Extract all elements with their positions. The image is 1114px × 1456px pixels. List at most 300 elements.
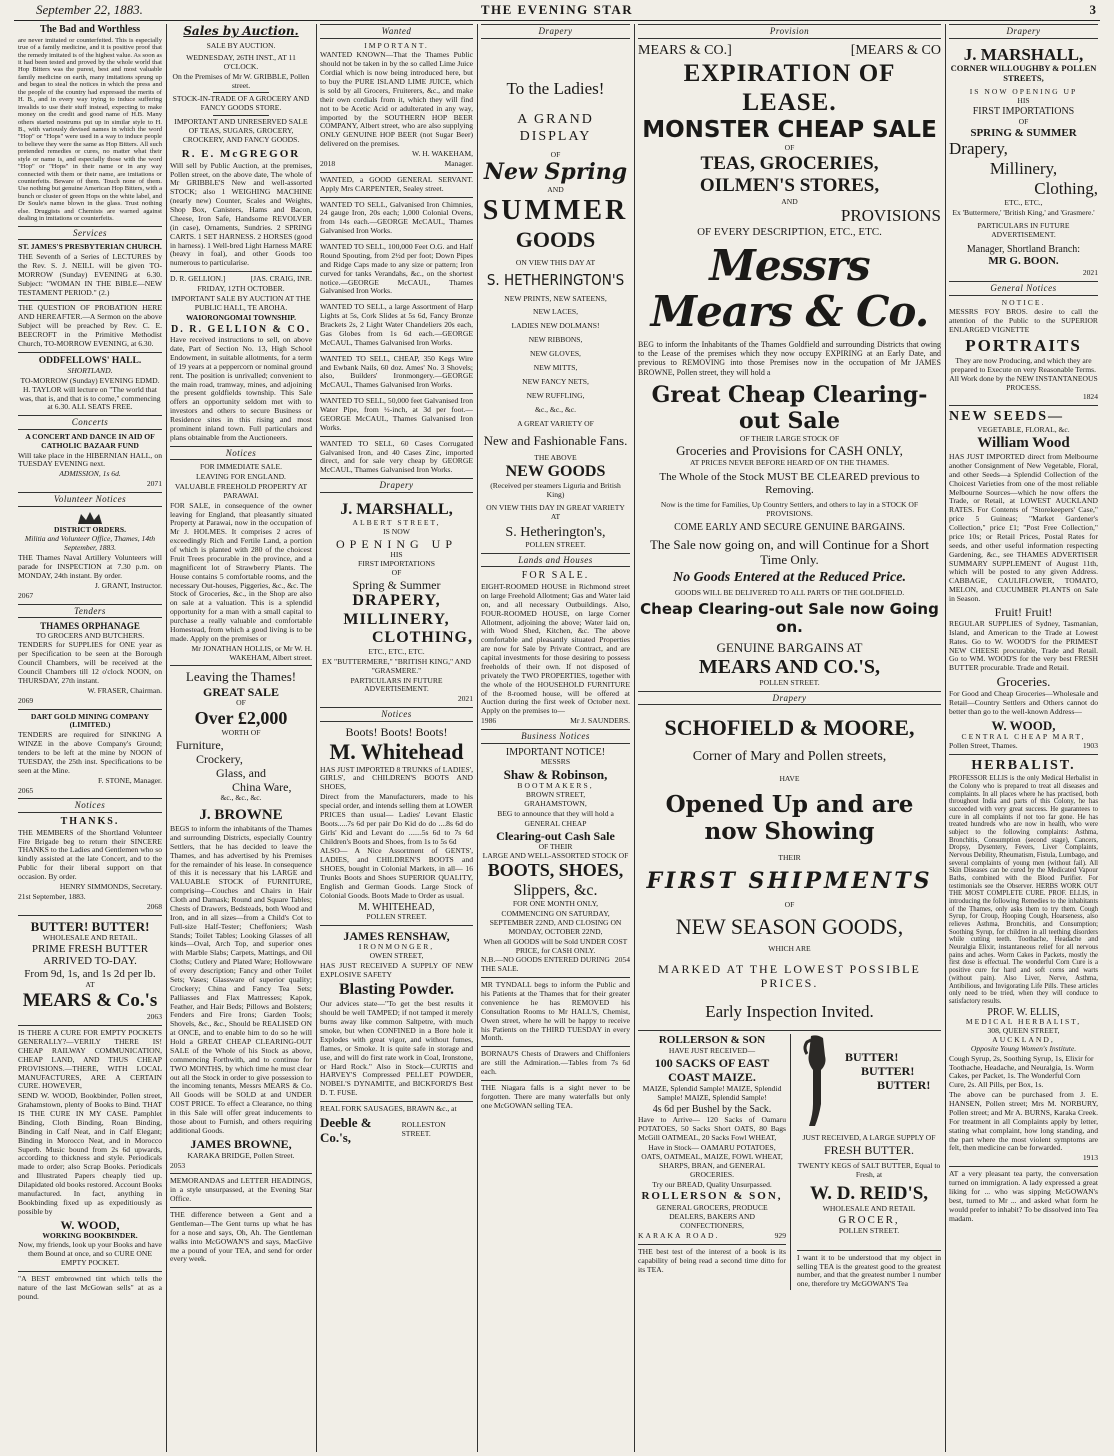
whitehead-sig: M. WHITEHEAD, — [358, 901, 435, 913]
section-drapery-4: Drapery — [481, 24, 630, 39]
church-body: THE Seventh of a Series of LECTURES by the Rev. S. J. NEILL will be given TO-MORROW (Sunday) EVENING at 6.30. Subject: "WOMAN IN THE BIBLE—NEW TESTAMENT PERIOD." (2.) — [18, 252, 162, 297]
freehold-body: FOR SALE, in consequence of the owner leaving for England, that pleasantly situated Property at Parawai, now in the occupation of Mr J. HOLMES. It comprises 2 acres of exceedingly Rich and Fertile Land, a portion of which is planted with 280 of the choicest Fruit Trees procurable in the province, and a magnificent lot of Strawberry Plants. The House contains 5 comfortable rooms, and the necessary Out-houses, Piggeries, &c., &c. The Stock of Groceries, &c., in the Shop are also on sale at a valuation. This is a splendid opportunity for a man with a small capital to purchase a really valuable and comfortable Homestead, from which a good living is to be made. Apply on the premises or — [170, 500, 312, 643]
schofield-moore: SCHOFIELD & MOORE, — [664, 715, 915, 741]
col4-footer: THE Niagara falls is a sight never to be forgotten. There are many waterfalls but only one McGOWAN selling TEA. — [481, 1082, 630, 1110]
large-stock: LARGE AND WELL-ASSORTED STOCK OF — [482, 850, 629, 860]
list-item: NEW RIBBONS, — [528, 335, 583, 345]
grahamstown: GRAHAMSTOWN, — [524, 799, 587, 809]
important-sale: IMPORTANT SALE BY AUCTION AT THE PUBLIC HALL, TE AROHA. — [171, 293, 311, 312]
shortland-manager: Manager, Shortland Branch: — [966, 243, 1081, 255]
opened-up: Opened Up and are now Showing — [665, 791, 914, 846]
glass: Glass, and — [216, 765, 266, 780]
marshall-first: FIRST IMPORTATIONS — [357, 559, 436, 569]
fashionable-fans: New and Fashionable Fans. — [483, 433, 628, 449]
lands-sign: Mr J. SAUNDERS. — [570, 716, 630, 726]
butter-price: From 9d, 1s, and 1s 2d per lb. — [24, 968, 156, 981]
furniture: Furniture, — [176, 737, 224, 752]
list-item: NEW RUFFLING, — [526, 390, 585, 400]
reid-grocer: GROCER, — [838, 1213, 900, 1226]
probation-body: THE QUESTION OF PROBATION HERE AND HEREAFTER.—A Sermon on the above Subject will be preached by Rev. C. E. BEECROFT in the Primitive Methodist Church, TO-MORROW EVENING, at 6.30. — [18, 303, 162, 348]
reid-name: W. D. REID'S, — [809, 1182, 929, 1204]
marshall-name-2: J. MARSHALL, — [963, 44, 1084, 64]
butter-firm: MEARS & Co.'s — [22, 990, 158, 1012]
provision-bottom-row — [638, 1034, 941, 1290]
thanks-title: THANKS. — [60, 815, 120, 827]
column-5 — [638, 24, 941, 1452]
the-above: THE ABOVE — [534, 453, 577, 463]
whitehead-body: HAS JUST IMPORTED 8 TRUNKS of LADIES', GIRLS', and CHILDREN'S BOOTS AND SHOES, — [320, 764, 473, 792]
twenty-kegs: TWENTY KEGS of SALT BUTTER, Equal to Fresh, at — [797, 1161, 941, 1179]
messrs-mears-script: Messrs Mears & Co. — [650, 241, 929, 337]
auction-refs — [170, 275, 312, 284]
col2-footer: THE difference between a Gent and a Gentleman—The Gent turns up what he has for a nose and says, Oh, Ah. The Gentleman walks into McGOWAN'S and says, MacGive me a pound of your TEA, and send for order every week. — [170, 1210, 312, 1264]
orphanage-sign: W. FRASER, Chairman. — [87, 685, 162, 695]
lime-body: WANTED KNOWN—That the Thames Public should not be taken in by the so called Lime Juice Cordial which is now being introduced here, but to buy the PURE ISLAND LIME JUICE, which is sold by all Grocers, Fruiterers, &c., and make their own cordials from it, which they will find not to be Acetic Acid or adulterated in any way, imported by the SOUTHERN HOP BEER COMPANY, Albert street, who are also supplying ONLY GENUINE HOP BEER (not Sugar Beer) delivered on the premises. — [320, 50, 473, 149]
maize-sample: MAIZE, Splendid Sample! MAIZE, Splendid Sample! MAIZE, Splendid Sample! — [642, 1083, 782, 1102]
large-stock-of: OF THEIR LARGE STOCK OF — [739, 433, 840, 443]
groceries-heading: Groceries. — [996, 674, 1051, 690]
queen-street: 308, QUEEN STREET, — [987, 1026, 1060, 1036]
thanks-number: 2068 — [146, 901, 162, 911]
groceries-body: For Good and Cheap Groceries—Wholesale and Retail—Country Settlers and Others cannot do better than go to the well-known Address— — [949, 689, 1098, 717]
marshall-first-2: FIRST IMPORTATIONS — [972, 106, 1075, 118]
central-addr: Pollen Street, Thames. — [949, 741, 1018, 751]
col6-footer: AT a very pleasant tea party, the conversation turned on immigration. A lady expressed a great liking for ... who was sipping McGOWAN's best, turned to Mr ... and asked what form he would prefer to inhabit? To be dissolved into Tea madam. — [949, 1169, 1098, 1223]
list-item: NEW GLOVES, — [530, 349, 581, 359]
col5-footer-right: I want it to be understood that my object in selling TEA is the greatest good to the greatest number, and that the greatest number 1 number one, therefore try McGOWAN'S Tea — [797, 1252, 941, 1289]
shaw-robinson: Shaw & Robinson, — [503, 767, 608, 783]
marshall-of: OF — [391, 567, 402, 577]
wanted-6: WANTED TO SELL, 50,000 feet Galvanised Iron Water Pipe, from ½-inch, at 3d per foot.—GEORGE McCAUL, Thames Galvanised Iron Works. — [320, 396, 473, 432]
column-3 — [320, 24, 473, 1452]
display-of: OF — [550, 150, 561, 160]
marshall-corner: CORNER WILLOUGHBY & POLLEN STREETS, — [950, 63, 1097, 84]
teas-groceries: TEAS, GROCERIES, — [700, 153, 879, 175]
section-notices: Notices — [18, 798, 162, 813]
reid-butter-1: BUTTER! — [845, 1050, 899, 1065]
renshaw-street: OWEN STREET, — [369, 951, 424, 961]
section-services: Services — [18, 226, 162, 241]
sale1-stock: STOCK-IN-TRADE OF A GROCERY AND FANCY GOODS STORE. — [172, 94, 310, 113]
just-received: JUST RECEIVED, A LARGE SUPPLY OF — [802, 1133, 936, 1143]
butter-stack — [837, 1034, 941, 1130]
marshall-spring: Spring & Summer — [352, 577, 441, 592]
whitehead-direct: Direct from the Manufacturers, made to his special order, and intends selling them at LOWER PRICES than usual— Ladies' Levant Elastic Boots.....7s 6d per pair Do Kid do do ....8s 6d do Girls' Kid and Levant do .......5s 6d to 7s 6d Children's Boots and Shoes, from 1s to 5s 6d — [320, 792, 473, 846]
wanted-4: WANTED TO SELL, a large Assortment of Harp Lights at 5s, Cork Slides at 5s 6d, Fancy Bronze Brackets 2s, 2 Light Water Chandeliers 20s each, Gas Globes from 1s 6d each.—GEORGE McCAUL, Thames Galvanised Iron Works. — [320, 302, 473, 347]
column-4 — [481, 24, 630, 1452]
col1-footer: "A BEST embrowned tint which tells the nature of the last McGowan sells" at as a pound. — [18, 1274, 162, 1301]
oddfellows-body: TO-MORROW (Sunday) EVENING EDMD. H. TAYLOR will lecture on "The world that was, that is, and that is to come," commencing at 6.30. ALL SEATS FREE. — [19, 375, 161, 412]
shipments-of: OF — [784, 899, 795, 909]
section-drapery-3: Drapery — [320, 478, 473, 493]
rollerson-number: 929 — [774, 1230, 786, 1240]
provisions: PROVISIONS — [840, 206, 941, 226]
leaving-england: LEAVING FOR ENGLAND. — [196, 472, 286, 482]
early-inspection: Early Inspection Invited. — [705, 1002, 874, 1022]
wood-name: W. WOOD, — [60, 1217, 120, 1232]
rollerson-name-2: ROLLERSON & SON, — [641, 1190, 783, 1203]
hop-bitters-body: are never imitated or counterfeited. This is especially true of a family medicine, and it is positive proof that the remedy imitated is of the highest value. As soon as it had been tested and proved by the whole world that Hop Bitters was the purest, best and most valuable family medicine on earth, many imitations sprung up and began to steal the notices in which the press and the people of the country had expressed the merits of H. B., and in every way trying to induce suffering invalids to use their stuff instead, expecting to make money on the credit and good name of H.B. Many others started nostrums put up in similar style to H. B., with variously devised names in which the word "Hop" or "Hops" were used in a way to induce people to believe they were the same as Hop Bitters. All such pretended remedies or cures, no matter what their style or name is, and especially those with the word "Hop" or "Hops" in their name or in any way connected with them or their name, are imitations or counterfeits. Beware of them. Touch none of them. Use nothing but genuine American Hop Bitters, with a bunch or cluster of green Hops on the white label, and Dr Soule's name blown in the glass. Trust nothing else. Druggists and Chemists are warned against dealing in imitations or counterfeits. — [18, 36, 162, 223]
sale1-title: SALE BY AUCTION. — [206, 41, 276, 51]
reid-header — [797, 1034, 941, 1130]
leaving-thames: Leaving the Thames! — [185, 669, 297, 685]
lime-role: Manager. — [444, 158, 473, 168]
karaka-line — [638, 1232, 786, 1241]
concert-admission: ADMISSION, 1s 6d. — [59, 469, 121, 479]
auckland: AUCKLAND, — [992, 1034, 1055, 1044]
nb-number: 2054 — [614, 955, 630, 965]
list-item: &c., &c., &c. — [534, 404, 577, 414]
grand-display: A GRAND DISPLAY — [517, 112, 594, 144]
cheap-clearing: Cheap Clearing-out Sale now Going on. — [640, 600, 939, 636]
herbalist-tail: The above can be purchased from J. E. HANSEN, Pollen street; Mrs M. NORBURY, Pollen street; and Mr A. BURNS, Karaka Creek. For treatment in all Complaints apply by letter, stating what complaint, how long standing, and the part where the most violent symptoms are felt, then medicine can be forwarded. — [949, 1090, 1098, 1153]
karaka-road: KARAKA ROAD. — [638, 1230, 720, 1240]
thanks-sign: HENRY SIMMONDS, Secretary. — [59, 881, 162, 891]
section-provision: Provision — [638, 24, 941, 39]
district-number: 2067 — [18, 590, 34, 600]
section-business: Business Notices — [481, 729, 630, 744]
deeble-name: Deeble & Co.'s, — [320, 1114, 372, 1146]
section-notices-3: Notices — [320, 707, 473, 722]
memo-body: MEMORANDAS and LETTER HEADINGS, in a style unsurpassed, at the Evening Star Office. — [170, 1176, 312, 1204]
cure-body: IS THERE A CURE FOR EMPTY POCKETS GENERALLY?—VERILY THERE IS! CHEAP RAILWAY COMMUNICATION, CHEAP LAND, AND THUS CHEAP PROVISIONS.—THERE, WITH LOCAL MANUFACTURES, ARE A CERTAIN CURE. HOWEVER, — [18, 1028, 162, 1091]
gellion-name: D. R. GELLION & CO. — [171, 323, 311, 335]
column-rule — [477, 24, 478, 1452]
new-season-goods: NEW SEASON GOODS, — [675, 913, 904, 939]
foy-body: MESSRS FOY BROS. desire to call the attention of the Public to the SUPERIOR ENLARGED VIGNETTE — [949, 307, 1098, 335]
freehold-sign: Mr JONATHAN HOLLIS, or Mr W. H. WAKEHAM, Albert street. — [191, 643, 312, 662]
marshall-of-2: OF — [1018, 116, 1029, 126]
herbalist-body: PROFESSOR ELLIS is the only Medical Herbalist in the Colony who is prepared to treat all diseases and complaints. In all places where he has practised, both throughout India and parts of this Colony, he has succeeded with very great success. He guarantees to cure in all complaints if not too far gone. He has treated hundreds who are now in health, who were subject to the following complaints: Asthma, Bronchitis, Consumption (second stage), Cancers, Dropsy, Dysentery, Fevers, Liver Complaints, Nervous Debility, Rheumatism, Fistula, Lumbago, and several complaints of young men (without fail). All Skin Diseases can be cured by the Medicated Vapour Baths, combined with the Blood Purifier. For testimonials see the Observer. HERBS WORK OUT THE MOST COMPLETE CURE. PROF. ELLIS, in introducing the following Remedies to the inhabitants of the Thames, only asks them to try them. Cough Syrup, for Croup, Hooping Cough, Hoarseness, also relieves Asthma, Bronchitis, and Consumption; Soothing Syrup, for children in all teething disorders while cutting teeth. Toothache, Headache and Neuralgia Elixir, instantaneous relief for all nervous pains and aches. Worm Cakes in Packets, mostly the first dose is effectual. The wonderful Corn Cure is a positive cure for hard and soft corns and warts (without pain). Also Liver, Nerve, Asthma, Antibilious, and Invigorating Life Pills. These articles only need to be tried, when they will conduce to satisfactory results. — [949, 775, 1098, 1005]
renshaw-body: HAS JUST RECEIVED A SUPPLY OF NEW EXPLOSIVE SAFETY — [320, 960, 473, 979]
browne-addr: KARAKA BRIDGE, Pollen Street. — [187, 1150, 295, 1160]
concert-title: A CONCERT AND DANCE IN AID OF CATHOLIC BAZAAR FUND — [25, 431, 155, 450]
marshall-ex-2: Ex 'Buttermere,' 'British King,' and 'Grasmere.' — [952, 207, 1095, 217]
clearing-cash-sale: Clearing-out Cash Sale — [496, 828, 615, 843]
list-item: NEW PRINTS, NEW SATEENS, — [504, 293, 607, 303]
township: WAIORONGOMAI TOWNSHIP. — [186, 312, 296, 322]
browne-sig: JAMES BROWNE, — [190, 1136, 292, 1151]
marked-lowest: MARKED AT THE LOWEST POSSIBLE PRICES. — [658, 962, 921, 991]
goods: GOODS — [515, 227, 596, 253]
district-sign: J. GRANT, Instructor. — [94, 580, 162, 590]
prof-ellis: PROF. W. ELLIS, — [987, 1006, 1060, 1018]
foy-number: 1824 — [1082, 392, 1098, 402]
whitehead-addr: POLLEN STREET. — [366, 912, 427, 922]
butter-at: AT — [85, 980, 95, 990]
column-2 — [170, 24, 312, 1452]
great-sale-of: OF — [236, 697, 246, 707]
prices-never: AT PRICES NEVER BEFORE HEARD OF ON THE THAMES. — [690, 457, 889, 467]
mears-pollen: POLLEN STREET. — [759, 677, 820, 687]
dart-number: 2065 — [18, 785, 34, 795]
maize-price: 4s 6d per Bushel by the Sack. — [652, 1103, 772, 1115]
wood-body: SEND W. WOOD, Bookbinder, Pollen street, Grahamstown, plenty of Books to Bind. THAT IS THE CURE IN MY CASE. Pamphlet Binding, Cloth Binding, Roan Binding, Binding in Calf Neat, and in Calf Elegant; Binding in Morocco Neat, and in Morocco Superb. Music bound from 2s 6d upwards, according to thickness and style. Periodicals made to order; also Scrap Books. Periodicals and Illustrated Papers cheaply tied up. Dilapidated old books restored. Account Books manufactured. In fact, anything in Bookbinding fixed up as expeditiously as possible by — [18, 1091, 162, 1216]
whitehead-also: ALSO— A Nice Assortment of GENTS', LADIES, and CHILDREN'S BOOTS and SHOES, bought in Colonial Markets, in all— 16 Trunks Boots and Shoes SUPERIOR QUALITY, English and German Goods. Large Stock of Colonial Goods. Boots Made to Order as usual. — [320, 846, 473, 900]
orphanage-title: THAMES ORPHANAGE — [40, 621, 140, 632]
ladies-headline: To the Ladies! — [506, 78, 605, 98]
great-cheap-sale: Great Cheap Clearing-out Sale — [651, 382, 928, 434]
central-cheap: CENTRAL CHEAP MART, — [961, 732, 1086, 742]
lands-body: EIGHT-ROOMED HOUSE in Richmond street on large Freehold Allotment; Gas and Water laid on, and all necessary Outbuildings. Also, FOUR-ROOMED HOUSE, on large Corner Allotment, adjoining the above; Water laid on, with Wood Shed, Kitchen, &c. The above comfortable and pleasantly situated Properties are now for Sale by Private Contract, and are capital investments for those desiring to possess freeholds of their own. If not disposed of privately the TWO PROPERTIES, together with the whole of the HOUSEHOLD FURNITURE of the 8-roomed house, will be offered at Auction during the first week of October next. Apply on the premises to— — [481, 582, 630, 716]
have: HAVE — [779, 774, 800, 784]
column-rule — [945, 24, 946, 1452]
browne-number: 2053 — [170, 1160, 186, 1170]
section-lands: Lands and Houses — [481, 553, 630, 568]
section-drapery-5: Drapery — [638, 691, 941, 706]
brown-street: BROWN STREET, — [525, 790, 586, 800]
marshall-particulars-2: PARTICULARS IN FUTURE ADVERTISEMENT. — [977, 220, 1070, 239]
section-notices-2: Notices — [170, 446, 312, 461]
rollerson-name: ROLLERSON & SON — [658, 1034, 766, 1047]
marshall-street: ALBERT STREET, — [352, 518, 441, 528]
lime-sign: W. H. WAKEHAM, — [412, 149, 473, 159]
in-stock: Have in Stock— OAMARU POTATOES, OATS, OATMEAL, MAIZE, FOWL WHEAT, SHARPS, BRAN, and GENERAL GROCERIES. — [641, 1143, 783, 1179]
general-cheap: GENERAL CHEAP — [524, 818, 587, 828]
marshall-opening-2: IS NOW OPENING UP — [969, 87, 1078, 97]
marshall-millinery: MILLINERY, — [343, 610, 450, 628]
marshall-number: 2021 — [457, 694, 473, 704]
mears-brackets — [638, 43, 941, 59]
on-view-2: ON VIEW THIS DAY IN GREAT VARIETY AT — [486, 502, 625, 521]
seeds-body: HAS JUST IMPORTED direct from Melbourne another Consignment of New Vegetable, Floral, and other Seeds—a Splendid Collection of the Choicest Varieties from one of the most reliable Melbourne Sources—which he now offers the Trade, or Retail, at LOWEST AUCKLAND RATES. For Contents of "Storekeepers' Case," price 5 Guineas; "Market Gardener's Collection," price £1; "Post Free Collection," price 10s; or Retail Prices, Postal Rates for seeds, and other useful information respecting Gardening, &c., see THAMES ADVERTISER SUMMARY SUPPLEMENT of August 11th, which will be posted to any given Address. CABBAGE, CAULIFLOWER, TOMATO, MELON, and CUCUMBER PLANTS on Sale in Season. — [949, 452, 1098, 604]
over-2000: Over £2,000 — [194, 707, 288, 728]
private-title: FOR IMMEDIATE SALE. — [199, 462, 283, 472]
deeble-line — [320, 1115, 473, 1145]
first-shipments: FIRST SHIPMENTS — [646, 868, 933, 895]
new-goods: NEW GOODS — [505, 463, 606, 481]
oilmens-stores: OILMEN'S STORES, — [699, 175, 880, 197]
seeds-sub: VEGETABLE, FLORAL, &c. — [977, 424, 1070, 434]
masthead — [14, 2, 1100, 21]
herbalist-number: 1913 — [1082, 1153, 1098, 1163]
medical-herbalist: MEDICAL HERBALIST, — [965, 1017, 1082, 1027]
boots-shoes: BOOTS, SHOES, — [487, 860, 624, 881]
crockery: Crockery, — [196, 751, 243, 766]
herbalist: HERBALIST. — [971, 757, 1076, 773]
fresh-butter: FRESH BUTTER. — [823, 1143, 914, 1158]
now-time: Now is the time for Families, Up Country Settlers, and others to lay in a STOCK OF PROVISIONS. — [660, 500, 919, 519]
thanks-body: THE MEMBERS of the Shortland Volunteer Fire Brigade beg to return their SINCERE THANKS to the Ladies and Gentlemen who so kindly assisted at the late Concert, and to the Public for their liberal support on that occasion. By order. — [18, 827, 162, 882]
wanted-5: WANTED TO SELL, CHEAP, 350 Kegs Wire and Ewbank Nails, 60 doz. Ames' No. 3 Shovels; also, Builders' Ironmongery.—GEORGE McCAUL, Thames Galvanised Iron Works. — [320, 353, 473, 390]
butter-prime: PRIME FRESH BUTTER ARRIVED TO-DAY. — [31, 942, 149, 968]
gellion-ref: D. R. GELLION.] — [170, 274, 226, 284]
butter-sub: WHOLESALE AND RETAIL. — [42, 932, 138, 942]
mcgregor-name: R. E. McGREGOR — [181, 147, 301, 160]
orphanage-body: TENDERS for SUPPLIES for ONE year as per Specification to be seen at the Borough Council Chambers, will be received at the Council Chambers till 12 o'clock NOON, on THURSDAY, 27th instant. — [18, 640, 162, 685]
genuine-bargains: GENUINE BARGAINS AT — [716, 640, 863, 656]
groceries-cash: Groceries and Provisions for CASH ONLY, — [676, 443, 903, 459]
marshall-etc: ETC., ETC., ETC. — [368, 646, 425, 656]
foy-tail: They are now Producing, and which they are prepared to Execute on very Reasonable Terms. All Work done by the NEW INSTANTANEOUS PROCESS. — [949, 355, 1098, 392]
commencing: COMMENCING ON SATURDAY, SEPTEMBER 22ND, AND CLOSING ON MONDAY, OCTOBER 22ND, — [489, 909, 622, 936]
wanted-3: WANTED TO SELL, 100,000 Feet O.G. and Half Round Spouting, from 2½d per foot; Down Pipes and Ridge Caps made to any size or pattern; Iron curved for tanks Verandahs, &c., on the shortest notice.—GEORGE McCAUL, Thames Galvanised Iron Works. — [320, 242, 473, 296]
section-drapery-6: Drapery — [949, 24, 1098, 39]
new-spring: New Spring — [483, 159, 628, 186]
gellion-body: Have received instructions to sell, on above date, Part of Section No. 13, High School Endowment, in suitable allotments, for a term of 19 years at a peppercorn or nominal ground rent. The position is unrivalled; convenient to the main road, tramway, mines, and adjoining the present goldfields township. This Sale offers an opportunity seldom met with to investors and others to secure Business or Residence sites in this rising and most prominent inland town. Full particulars and plans obtainable from the Auctioneers. — [170, 335, 312, 442]
drawers-body: BORNAU'S Chests of Drawers and Chiffoniers are still the Admiration.—Tables from 7s 6d each. — [481, 1049, 630, 1077]
whole-stock: The Whole of the Stock MUST BE CLEARED previous to Removing. — [659, 471, 920, 497]
section-concerts: Concerts — [18, 415, 162, 430]
remedy-prices: Cough Syrup, 2s, Soothing Syrup, 1s, Elixir for Toothache, Headache, and Neuralgia, 1s. Worm Cakes, per Packet, 1s. The Wonderful Corn Cure, 2s. All Pills, per Box, 1s. — [949, 1053, 1094, 1090]
list-item: NEW FANCY NETS, — [522, 376, 589, 386]
friday-date: FRIDAY, 12TH OCTOBER. — [197, 284, 285, 294]
hetherington: S. HETHERINGTON'S — [486, 270, 625, 289]
notice-title: NOTICE. — [1001, 297, 1046, 307]
marshall-number-2: 2021 — [1082, 268, 1098, 278]
opposite: Opposite Young Women's Institute. — [970, 1043, 1077, 1053]
wanted-2: WANTED TO SELL, Galvanised Iron Chimnies, 24 gauge Iron, 20s each; 1,000 Colonial Ovens, from 14s each.—GEORGE McCAUL, Thames Galvanised Iron Works. — [320, 199, 473, 236]
marshall-is-now: IS NOW — [383, 527, 410, 537]
renshaw-name: JAMES RENSHAW, — [343, 929, 450, 944]
marshall-clothing-2: Clothing, — [1034, 179, 1098, 199]
sale1-premises: On the Premises of Mr W. GRIBBLE, Pollen street. — [172, 71, 310, 90]
marshall-his: HIS — [390, 550, 403, 560]
whitehead-name: M. Whitehead — [329, 738, 464, 764]
mears-left: MEARS & CO.] — [638, 42, 732, 58]
marshall-spring-2: SPRING & SUMMER — [970, 126, 1077, 139]
section-general: General Notices — [949, 281, 1098, 296]
of-their: OF THEIR — [538, 841, 573, 851]
bootmakers: BOOTMAKERS, — [517, 781, 594, 791]
mears-and-cos: MEARS AND CO.'S, — [698, 655, 881, 678]
district-sub: Militia and Volunteer Office, Thames, 14th September, 1883. — [24, 534, 156, 553]
one-month: FOR ONE MONTH ONLY, — [512, 899, 599, 909]
spring-and: AND — [547, 184, 564, 194]
for-sale: FOR SALE. — [521, 570, 590, 582]
monster-sale: MONSTER CHEAP SALE — [642, 117, 937, 144]
issue-date: September 22, 1883. — [36, 2, 143, 17]
lands-number: 1986 — [481, 716, 497, 726]
browne-body: BEGS to inform the inhabitants of the Thames and surrounding Districts, especially Country Settlers, that he has decided to leave the Thames, and has advertised by his Premises for the remainder of his lease. In consequence of this it is necessary that his LARGE and VALUABLE STOCK of FURNITURE, comprising—Couches and Chairs in Hair Cloth and Damask; Round and Square Tables; Chests of Drawers, Bedsteads, both Wood and Iron, and in all sizes—from a Child's Cot to Full-size Half-Tester; Cheffoniers; Wash Stands; Toilet Tables; Looking Glasses of all kinds—Oval, Arch Top, and superior ones with Marble Slabs; Carpets, Mattings, and Oil Cloths; Cutlery and Plated Ware; Hollowware of every description; Fancy and other Toilet Sets; Vases; Glassware of superior quality; Crockery; China and Fancy Tea Sets; Palliasses and Flax Mattresses; Kapok, Feather, and Hair Beds; Pillows and Bolsters; Fenders and Fire Irons; Garden Tools; Shovels, &c., &c., Should be REALISED ON at ONCE, and to enable him to do so he will Hold a GREAT CHEAP CLEARING-OUT SALE of the Whole of his Stock as above, commencing Forthwith, and to continue for TWO MONTHS, by which time he must clear out all the Stock in order to give possession to the incoming tenants, Messrs MEARS & Co. All Goods will be SOLD at and UNDER COST PRICE. To effect a Clearance, no thing in this Sale will offer great inducements to those about to Furnish, and others requiring additional Goods. — [170, 824, 312, 1135]
lime-number: 2018 — [320, 158, 336, 168]
browne-name: J. BROWNE — [199, 806, 283, 823]
renshaw-tail: Our advices state—"To get the best results it should be well TAMPED; if not tamped it merely burns away like common Saltpetre, with much smoke, but when CONFINED in a Bore hole it Explodes with great vigor, and without fumes, flames, or Smoke. It is quite safe in storage and use, and will do first rate work in Coal, Ironstone, or Hard Rock." Also in Stock—CURTIS and HARVEY'S Compressed PELLET POWDER, NOBEL'S DYNAMITE, and BICKFORD'S Best D. T. FUSE. — [320, 999, 473, 1098]
column-rule — [316, 24, 317, 1452]
reid-butter-2: BUTTER! — [861, 1064, 915, 1079]
mears-body: BEG to inform the Inhabitants of the Thames Goldfield and surrounding Districts that owing to the Lease of the premises which they now occupy EXPIRING at an Early Date, and previous to REMOVING into those Premises now in the occupation of Mr JAMES BROWNE, Pollen street, they will hold a — [638, 339, 941, 377]
china-ware: China Ware, — [232, 779, 292, 794]
marshall-etc-2: ETC., ETC., — [1004, 198, 1043, 208]
come-early: COME EARLY AND SECURE GENUINE BARGAINS. — [674, 521, 905, 533]
important-notice: IMPORTANT NOTICE! — [505, 746, 606, 758]
marshall-clothing: CLOTHING, — [371, 629, 473, 647]
wanted-7: WANTED TO SELL, 60 Cases Corrugated Galvanised Iron, and 40 Cases Zinc, imported direct, and for sale very cheap by GEORGE McCAUL, Thames Galvanised Iron Works. — [320, 438, 473, 475]
section-auction: Sales by Auction. — [183, 24, 299, 38]
page-number: 3 — [1089, 2, 1096, 17]
fruit-body: REGULAR SUPPLIES of Sydney, Tasmanian, Island, and American to the Trade at Lowest Rates. Go to W. WOOD'S for the PRIMEST NEW CHEESE procurable, Trade and Retail. Go to WM. WOOD'S for the very best FRESH BUTTER procurable. Trade and Retail. — [949, 618, 1098, 673]
sale1-teas: IMPORTANT AND UNRESERVED SALE OF TEAS, SUGARS, GROCERY, CROCKERY, AND FANCY GOODS. — [174, 117, 308, 144]
marshall-particulars: PARTICULARS IN FUTURE ADVERTISEMENT. — [350, 675, 443, 694]
lime-footer — [320, 160, 473, 169]
column-rule — [166, 24, 167, 1452]
tyndall-body: MR TYNDALL begs to inform the Public and his Patients at the Thames that for their greater convenience he has REMOVED his Consultation Rooms to Mr HALL'S, Chemist, Owen street, where he will be happy to receive his Patients on the THIRD TUESDAY in every Month. — [481, 980, 630, 1043]
list-item: NEW LACES, — [533, 307, 578, 317]
wood-tail: Now, my friends, look up your Books and have them Bound at once, and so CURE ONE EMPTY POCKET. — [18, 1240, 162, 1268]
no-goods-entered: No Goods Entered at the Reduced Price. — [673, 570, 906, 586]
corner-streets: Corner of Mary and Pollen streets, — [692, 749, 887, 765]
sale1-date: WEDNESDAY, 26TH INST., AT 11 O'CLOCK. — [186, 52, 296, 71]
mears-right: [MEARS & CO — [850, 42, 941, 58]
great-variety: A GREAT VARIETY OF — [517, 419, 594, 429]
portraits: PORTRAITS — [965, 336, 1082, 355]
important-title: IMPORTANT. — [364, 40, 429, 50]
when-goods: When all GOODS will be Sold UNDER COST PRICE, for CASH ONLY. — [483, 936, 628, 955]
etc-line: &c., &c., &c. — [220, 792, 262, 802]
william-wood: William Wood — [977, 434, 1070, 451]
delivered: GOODS WILL BE DELIVERED TO ALL PARTS OF THE GOLDFIELD. — [674, 588, 905, 598]
deeble-addr: ROLLESTON STREET. — [401, 1119, 446, 1138]
hand-illustration-icon — [797, 1034, 837, 1130]
church-title: ST. JAMES'S PRESBYTERIAN CHURCH. — [18, 242, 162, 252]
w-wood: W. WOOD, — [991, 718, 1056, 734]
column-6 — [949, 24, 1098, 1452]
marshall-drapery-2: Drapery, — [949, 139, 1008, 159]
manager-boon: MR G. BOON. — [988, 255, 1059, 268]
deeble-title: REAL FORK SAUSAGES, BRAWN &c., at — [320, 1104, 457, 1114]
freehold-title: VALUABLE FREEHOLD PROPERTY AT PARAWAI. — [174, 481, 308, 500]
district-body: THE Thames Naval Artillery Volunteers will parade for INSPECTION at 7.30 p.m. on MONDAY, 24th instant. By order. — [18, 553, 162, 580]
list-item: NEW MITTS, — [533, 362, 578, 372]
lands-footer — [481, 717, 630, 726]
craig-ref: [JAS. CRAIG, INR. — [250, 274, 312, 284]
thanks-date: 21st September, 1883. — [18, 891, 86, 901]
district-title: DISTRICT ORDERS. — [53, 524, 127, 534]
great-sale: GREAT SALE — [203, 684, 279, 699]
their: THEIR — [778, 853, 801, 863]
section-volunteer: Volunteer Notices — [18, 492, 162, 507]
column-1 — [18, 24, 162, 1452]
monster-of: OF — [784, 143, 795, 153]
list-item: LADIES NEW DOLMANS! — [511, 321, 600, 331]
wood-trade: WORKING BOOKBINDER. — [42, 1230, 138, 1240]
slippers: Slippers, &c. — [513, 881, 598, 899]
marshall-name: J. MARSHALL, — [340, 500, 453, 518]
new-goods-list — [481, 295, 630, 415]
maize-sacks: 100 SACKS OF EAST COAST MAIZE. — [654, 1055, 770, 1084]
marshall-opening: OPENING UP — [335, 537, 457, 552]
nb-line — [481, 956, 630, 974]
nb-text: N.B.—NO GOODS ENTERED DURING THE SALE. — [481, 955, 610, 974]
fruit: Fruit! Fruit! — [994, 604, 1053, 619]
section-wanted: Wanted — [320, 24, 473, 39]
concert-number: 2071 — [146, 479, 162, 489]
mcgregor-body: Will sell by Public Auction, at the premises, Pollen street, on the above date, The whole of Mr GRIBBLE'S New and well-assorted STOCK; also 1 WEIGHING MACHINE (nearly new) Counter, Scales and Weights, Shop Box, Canisters, Hams and Bacon, Cheese, Iron Safe, Handsome REVOLVER (in case), Ornaments, Sundries. 2 SPRING CARTS. 1 SET HARNESS. 2 HORSES (good in harness). 1 Well-bred Light Harness MARE (heavy in foal), and other Goods too numerous to particularise. — [170, 160, 312, 268]
column-rule — [634, 24, 635, 1452]
worth-of: WORTH OF — [221, 727, 261, 737]
crown-crest-icon — [75, 510, 105, 526]
messrs: MESSRS — [540, 757, 571, 767]
oddfellows-sub: SHORTLAND. — [67, 365, 113, 375]
stores-and: AND — [781, 196, 798, 206]
try-bread: Try our BREAD, Quality Unsurpassed. — [652, 1179, 772, 1189]
orphanage-sub: TO GROCERS AND BUTCHERS. — [35, 630, 145, 640]
dart-title: DART GOLD MINING COMPANY (LIMITED.) — [30, 711, 150, 730]
received-per: (Received per steamers Liguria and British King) — [490, 481, 621, 499]
which-are: WHICH ARE — [768, 944, 811, 954]
rollerson-ad — [638, 1034, 791, 1290]
oddfellows-title: ODDFELLOWS' HALL. — [38, 355, 142, 366]
marshall-ex: EX "BUTTERMERE," "BRITISH KING," AND "GRASMERE." — [321, 656, 472, 675]
blasting-powder: Blasting Powder. — [339, 980, 454, 998]
every-description: OF EVERY DESCRIPTION, ETC., ETC. — [697, 226, 882, 239]
expiration-of-lease: EXPIRATION OF LEASE. — [683, 59, 896, 117]
col5-footer-left: THE best test of the interest of a book is its capability of being read a second time ditto for its TEA. — [638, 1246, 786, 1274]
beg-announce: BEG to announce that they will hold a — [497, 808, 614, 818]
boots-headline: Boots! Boots! Boots! — [345, 724, 448, 739]
dart-sign: F. STONE, Manager. — [97, 775, 162, 785]
new-seeds: NEW SEEDS— — [949, 409, 1065, 425]
